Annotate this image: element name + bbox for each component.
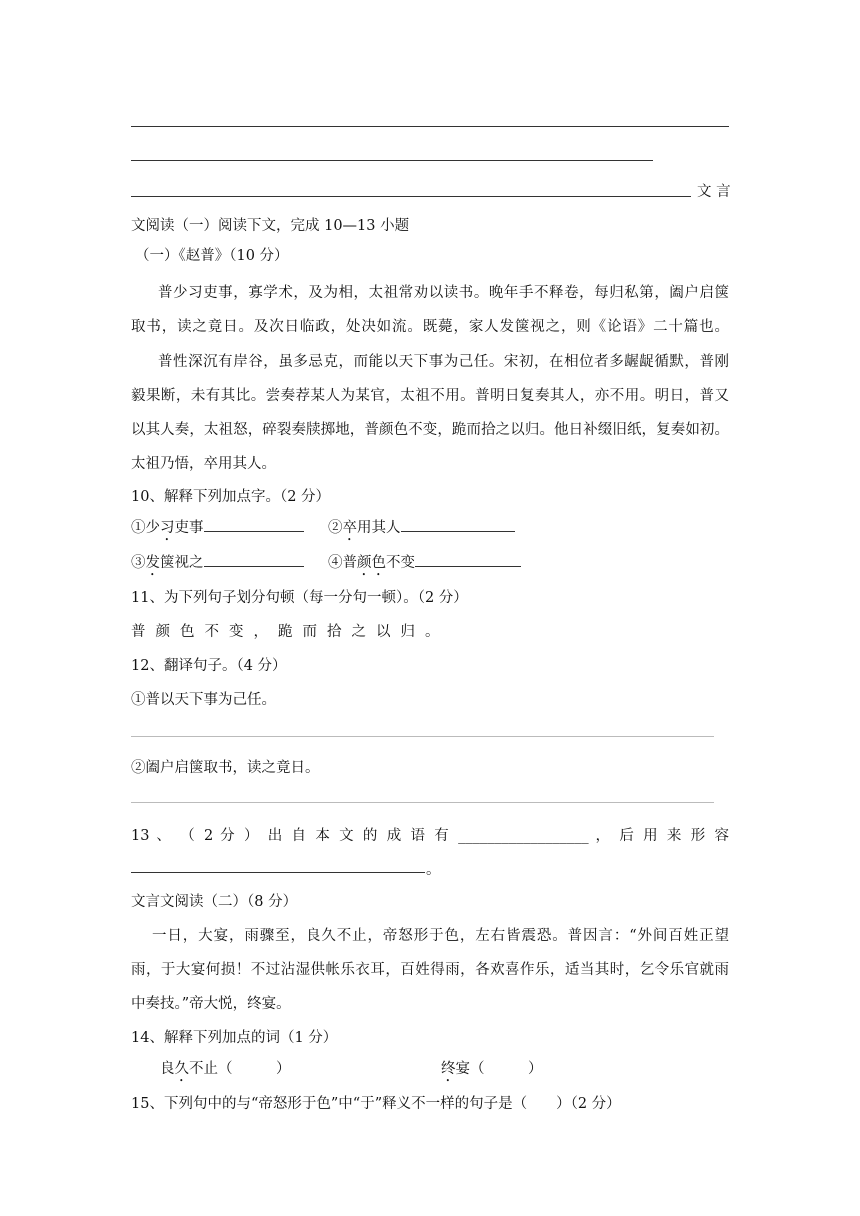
question-14-item-b xyxy=(441,1057,543,1085)
wen-yan-text: 文 言 xyxy=(697,184,731,200)
passage-line: 取书，读之竟日。及次日临政，处决如流。既薨，家人发箧视之，则《论语》二十篇也。 xyxy=(131,319,729,335)
passage-2-title: 文言文阅读（二）（8 分） xyxy=(131,894,298,910)
passage-line: 中奏技。”帝大悦，终宴。 xyxy=(131,996,291,1012)
answer-line[interactable] xyxy=(131,872,425,873)
dotted-char: 卒 xyxy=(342,520,357,536)
answer-blank[interactable] xyxy=(415,552,521,567)
question-12-sentence-1: ①普以天下事为己任。 xyxy=(131,692,276,708)
section-header: 文阅读（一）阅读下文，完成 10—13 小题 xyxy=(131,218,410,234)
question-13-line: 13 、 （ 2 分 ） 出 自 本 文 的 成 语 有 __________________ ， 后 用 来 形 容 xyxy=(131,828,729,844)
passage-title: （一）《赵普》（10 分） xyxy=(135,248,289,264)
item-text: ①少 xyxy=(131,520,160,536)
item-text: 吏事 xyxy=(174,520,204,536)
answer-line xyxy=(131,160,653,161)
answer-line xyxy=(131,126,729,127)
item-text: 用其人 xyxy=(357,520,401,536)
item-text: 宴（ ） xyxy=(455,1061,543,1077)
item-text: ③ xyxy=(131,555,146,571)
question-11-sentence: 普颜色不变，跪而拾之以归。 xyxy=(131,624,450,640)
question-11-stem: 11、为下列句子划分句顿（每一分句一顿）。（2 分） xyxy=(131,590,468,606)
passage-line: 太祖乃悟，卒用其人。 xyxy=(131,456,276,472)
dotted-char: 习 xyxy=(160,520,175,536)
passage-line: 普性深沉有岸谷，虽多忌克，而能以天下事为己任。宋初，在相位者多龌龊循默，普刚 xyxy=(158,354,729,370)
question-15-stem: 15、下列句中的与“帝怒形于色”中“于”释义不一样的句子是（ ）（2 分） xyxy=(131,1096,621,1112)
answer-blank[interactable] xyxy=(204,552,304,567)
question-10-stem: 10、解释下列加点字。（2 分） xyxy=(131,489,331,505)
answer-blank[interactable] xyxy=(204,517,304,532)
question-10-item-c xyxy=(131,551,304,579)
item-text: ② xyxy=(328,520,343,536)
question-14-item-a xyxy=(160,1057,291,1085)
passage-line: 毅果断，未有其比。尝奏荐某人为某官，太祖不用。普明日复奏其人，亦不用。明日，普又 xyxy=(131,388,729,404)
question-13-end: 。 xyxy=(426,862,441,878)
dotted-char: 颜色 xyxy=(357,555,386,571)
item-text: ④普 xyxy=(328,555,357,571)
passage-line: 一日，大宴，雨骤至，良久不止，帝怒形于色，左右皆震恐。普因言：“外间百姓正望 xyxy=(152,928,729,944)
passage-line: 普少习吏事，寡学术，及为相，太祖常劝以读书。晚年手不释卷，每归私第，阖户启箧 xyxy=(158,285,729,301)
dotted-char: 发 xyxy=(145,555,160,571)
item-text: 不变 xyxy=(386,555,415,571)
answer-line xyxy=(131,802,714,803)
dotted-char: 终 xyxy=(441,1061,456,1077)
question-12-sentence-2: ②阖户启箧取书，读之竟日。 xyxy=(131,760,320,776)
question-14-stem: 14、解释下列加点的词（1 分） xyxy=(131,1030,338,1046)
question-10-item-b xyxy=(328,516,515,544)
question-10-item-a xyxy=(131,516,304,544)
passage-line: 以其人奏，太祖怒，碎裂奏牍掷地，普颜色不变，跪而拾之以归。他日补缀旧纸，复奏如初。 xyxy=(131,422,729,438)
dotted-char: 久 xyxy=(174,1061,189,1077)
item-text: 不止（ ） xyxy=(189,1061,291,1077)
question-12-stem: 12、翻译句子。（4 分） xyxy=(131,658,287,674)
answer-line xyxy=(131,736,714,737)
passage-line: 雨，于大宴何损！不过沾湿供帐乐衣耳，百姓得雨，各欢喜作乐，适当其时，乞令乐官就雨 xyxy=(131,962,729,978)
question-10-item-d xyxy=(328,551,521,579)
item-text: 箧视之 xyxy=(160,555,204,571)
answer-blank[interactable] xyxy=(401,517,515,532)
item-text: 良 xyxy=(160,1061,175,1077)
answer-line xyxy=(131,196,691,197)
